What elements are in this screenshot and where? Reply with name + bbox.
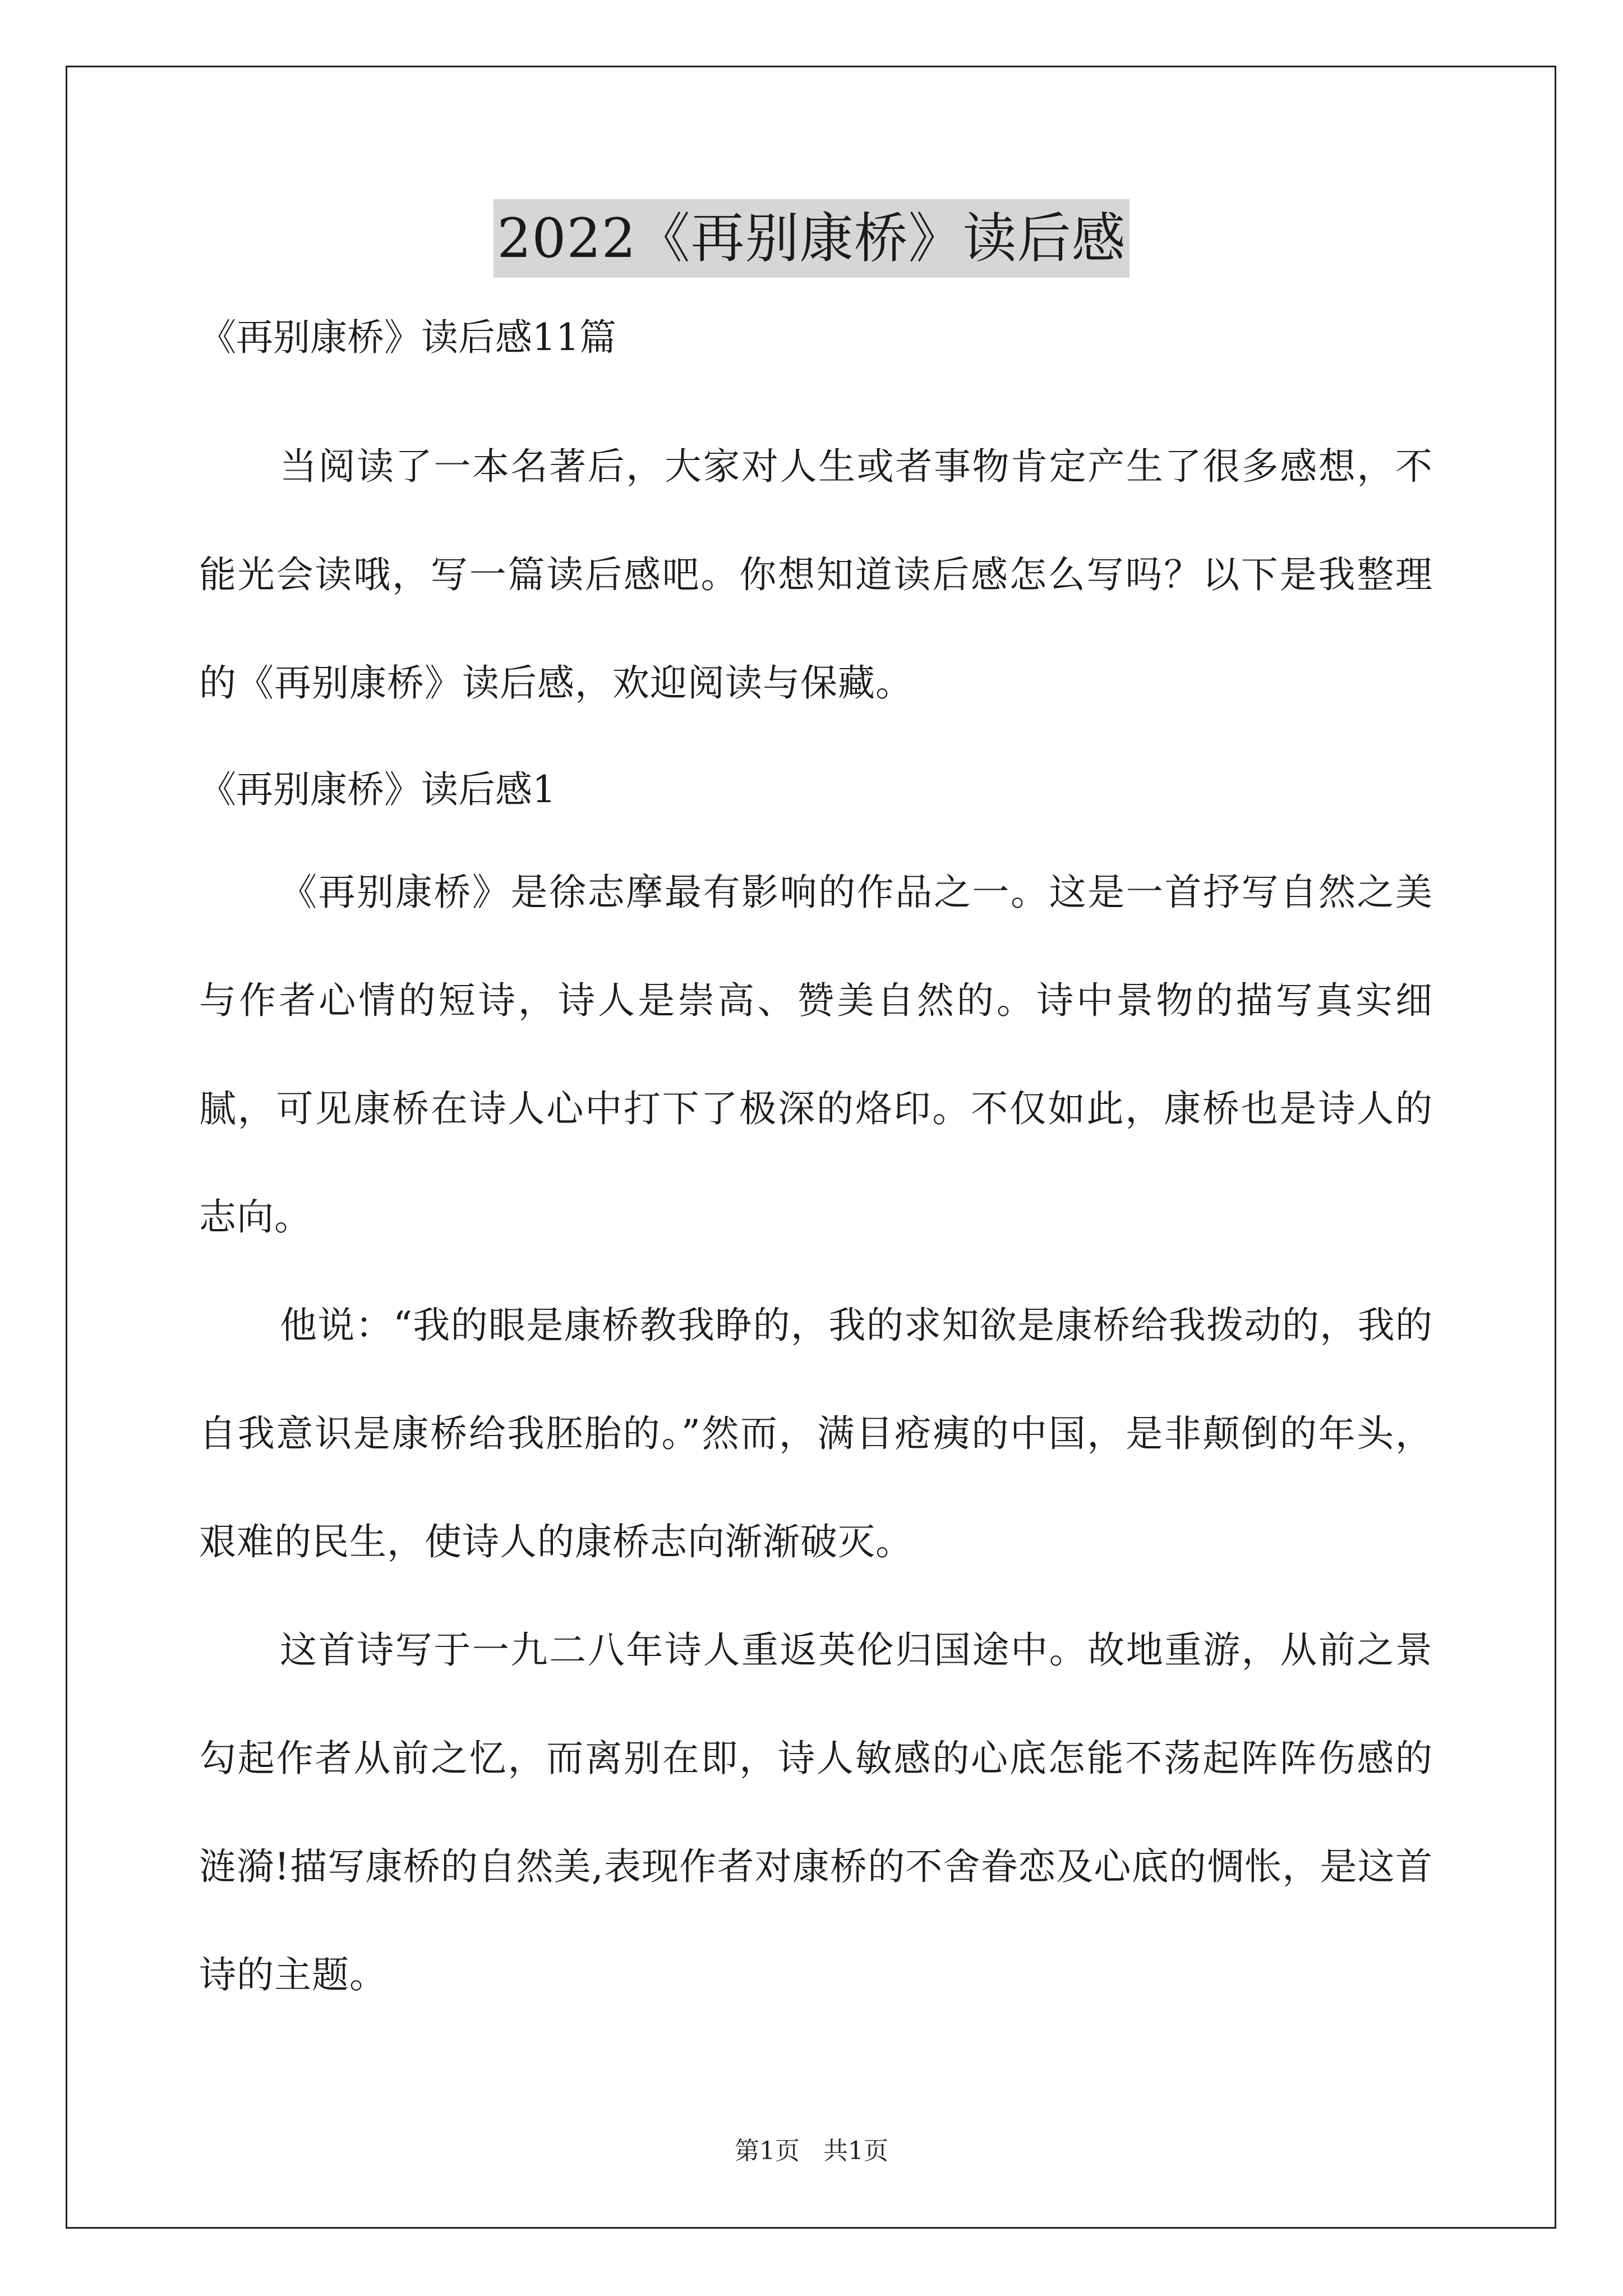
document-title: 2022《再别康桥》读后感 [494, 199, 1129, 278]
body-paragraph-1: 《再别康桥》是徐志摩最有影响的作品之一。这是一首抒写自然之美与作者心情的短诗，诗人是崇高、赞美自然的。诗中景物的描写真实细腻，可见康桥在诗人心中打下了极深的烙印。不仅如此，康桥也是诗人的志向。 [199, 871, 1433, 1239]
document-body [199, 303, 1433, 2029]
intro-paragraph: 当阅读了一本名著后，大家对人生或者事物肯定产生了很多感想，不能光会读哦，写一篇读后感吧。你想知道读后感怎么写吗？以下是我整理的《再别康桥》读后感，欢迎阅读与保藏。 [199, 445, 1433, 705]
section-heading: 《再别康桥》读后感1 [199, 768, 556, 811]
body-paragraph-2: 他说：“我的眼是康桥教我睁的，我的求知欲是康桥给我拨动的，我的自我意识是康桥给我胚胎的。”然而，满目疮痍的中国，是非颠倒的年头，艰难的民生，使诗人的康桥志向渐渐破灭。 [199, 1304, 1433, 1563]
subtitle: 《再别康桥》读后感11篇 [199, 316, 616, 359]
page-footer: 第1页 共1页 [735, 2137, 888, 2165]
title-wrap [0, 199, 1623, 278]
body-paragraph-3: 这首诗写于一九二八年诗人重返英伦归国途中。故地重游，从前之景勾起作者从前之忆，而离别在即，诗人敏感的心底怎能不荡起阵阵伤感的涟漪!描写康桥的自然美,表现作者对康桥的不舍眷恋及心底的惆怅，是这首诗的主题。 [199, 1628, 1433, 1996]
